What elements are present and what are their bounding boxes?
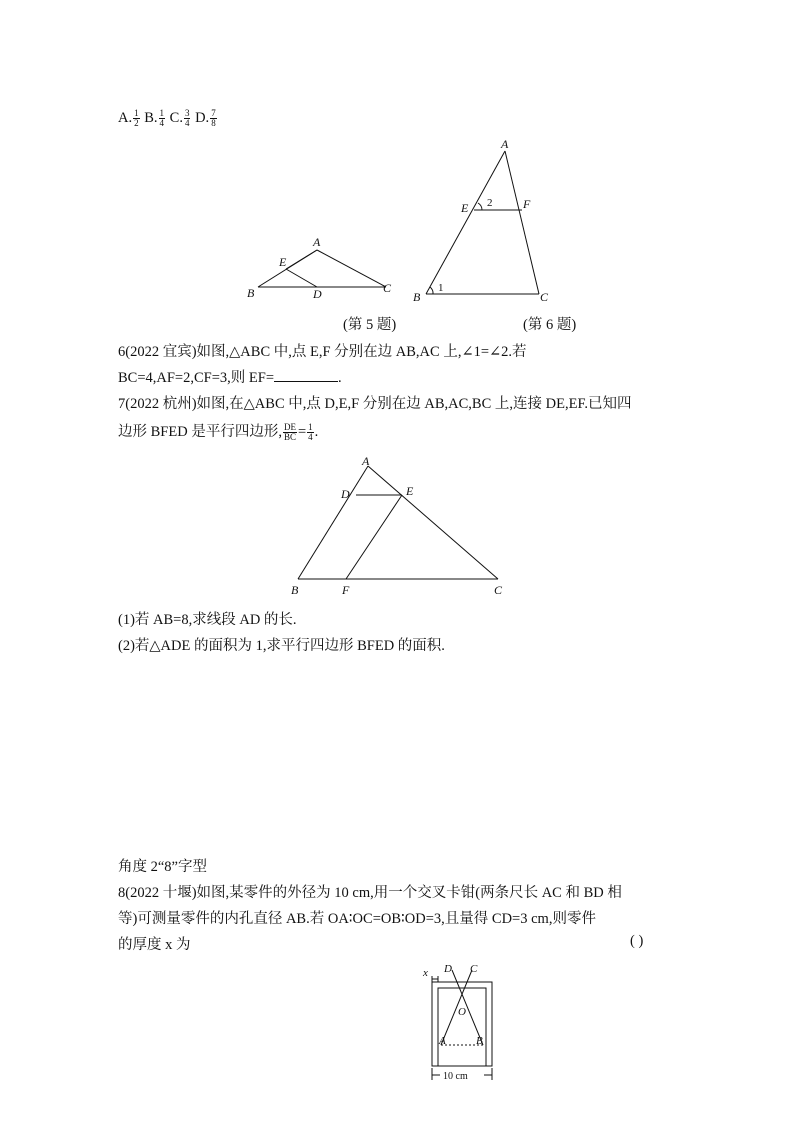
fig8-label-c: C [470, 963, 478, 975]
q7-line2-mid: = [297, 424, 307, 440]
option-b-denominator: 4 [159, 118, 165, 128]
option-c-denominator: 4 [184, 118, 190, 128]
option-d-label: D. [195, 109, 210, 126]
fig6-label-b: B [413, 290, 421, 304]
fig5-segment-ea [286, 250, 317, 269]
q6-line1: 6(2022 宜宾)如图,△ABC 中,点 E,F 分别在边 AB,AC 上,∠1=∠2.若 [118, 344, 527, 360]
q8-answer-paren[interactable]: ( ) [630, 933, 644, 949]
q7-frac-numerator: DE [283, 422, 296, 433]
figure-8 [422, 962, 502, 1087]
q6-line2 [118, 366, 342, 387]
option-b-numerator: 1 [159, 108, 165, 118]
q6-line2-end: . [338, 370, 342, 386]
option-a-fraction [133, 109, 140, 128]
q6-line2-text: BC=4,AF=2,CF=3,则 EF= [118, 370, 274, 386]
fig5-label-a: A [313, 235, 321, 249]
fig7-label-c: C [494, 583, 503, 597]
fig7-side-ac [368, 466, 498, 579]
q8-line1: 8(2022 十堰)如图,某零件的外径为 10 cm,用一个交叉卡钳(两条尺长 AC 和 BD 相 [118, 885, 622, 901]
figure-6 [408, 136, 568, 306]
figure-7 [286, 455, 516, 600]
fig7-label-e: E [406, 484, 414, 498]
q7-subquestion-2: (2)若△ADE 的面积为 1,求平行四边形 BFED 的面积. [118, 638, 445, 654]
q7-line2 [118, 420, 318, 442]
q7-subquestion-1: (1)若 AB=8,求线段 AD 的长. [118, 612, 297, 628]
q7-ratio-value [307, 423, 314, 442]
option-a-numerator: 1 [134, 108, 139, 118]
option-c-fraction [184, 109, 191, 128]
fig8-label-x: x [423, 967, 428, 979]
option-a-label: A. [118, 109, 133, 126]
fig8-inner-frame [438, 988, 486, 1066]
option-a-denominator: 2 [134, 118, 139, 128]
fig7-segment-ef [346, 495, 402, 579]
q6-answer-blank[interactable] [274, 369, 338, 382]
q7-ratio-denominator: 4 [308, 432, 313, 443]
q7-ratio-fraction [283, 423, 297, 442]
q7-ratio-numerator: 1 [308, 422, 313, 433]
fig8-label-a: A [439, 1035, 446, 1047]
fig8-label-b: B [476, 1035, 483, 1047]
fig5-label-e: E [279, 255, 287, 269]
fig6-angle1-label: 1 [438, 282, 444, 294]
fig5-label-c: C [383, 281, 392, 295]
fig6-label-a: A [501, 137, 509, 151]
fig6-caption: (第 6 题) [523, 317, 577, 333]
q8-line3: 的厚度 x 为 [118, 937, 191, 953]
option-c-numerator: 3 [184, 108, 190, 118]
fig5-caption: (第 5 题) [343, 317, 397, 333]
fig6-angle2-label: 2 [487, 197, 493, 209]
fig8-label-o: O [458, 1006, 466, 1018]
q8-line2: 等)可测量零件的内孔直径 AB.若 OA∶OC=OB∶OD=3,且量得 CD=3 cm,则零件 [118, 911, 596, 927]
fig6-angle2-arc [478, 203, 482, 210]
q7-line2-end: . [314, 424, 319, 440]
fig5-label-d: D [313, 287, 322, 301]
option-d-fraction [210, 109, 217, 128]
fig7-label-f: F [342, 583, 350, 597]
option-d-denominator: 8 [211, 118, 216, 128]
fig6-angle1-arc [430, 287, 433, 294]
option-d-numerator: 7 [211, 108, 216, 118]
section-heading: 角度 2“8”字型 [118, 859, 207, 875]
figure-5 [240, 232, 410, 304]
q7-frac-denominator: BC [283, 432, 296, 443]
fig6-label-f: F [523, 197, 531, 211]
fig6-side-ac [505, 151, 539, 294]
fig6-label-e: E [461, 201, 469, 215]
fig5-side-ac [317, 250, 386, 287]
q5-options [118, 109, 218, 128]
fig6-side-ab [426, 151, 505, 294]
q7-line1: 7(2022 杭州)如图,在△ABC 中,点 D,E,F 分别在边 AB,AC,BC 上,连接 DE,EF.已知四 [118, 396, 632, 412]
fig7-label-b: B [291, 583, 299, 597]
option-c-label: C. [169, 109, 183, 126]
fig6-label-c: C [540, 290, 549, 304]
fig7-label-d: D [341, 487, 350, 501]
fig5-segment-ed [286, 269, 317, 287]
fig8-label-d: D [444, 963, 452, 975]
fig8-width-label: 10 cm [443, 1071, 468, 1082]
fig5-label-b: B [247, 286, 255, 300]
q7-line2-pre: 边形 BFED 是平行四边形, [118, 424, 282, 440]
fig7-label-a: A [362, 455, 370, 468]
option-b-label: B. [144, 109, 158, 126]
option-b-fraction [159, 109, 166, 128]
